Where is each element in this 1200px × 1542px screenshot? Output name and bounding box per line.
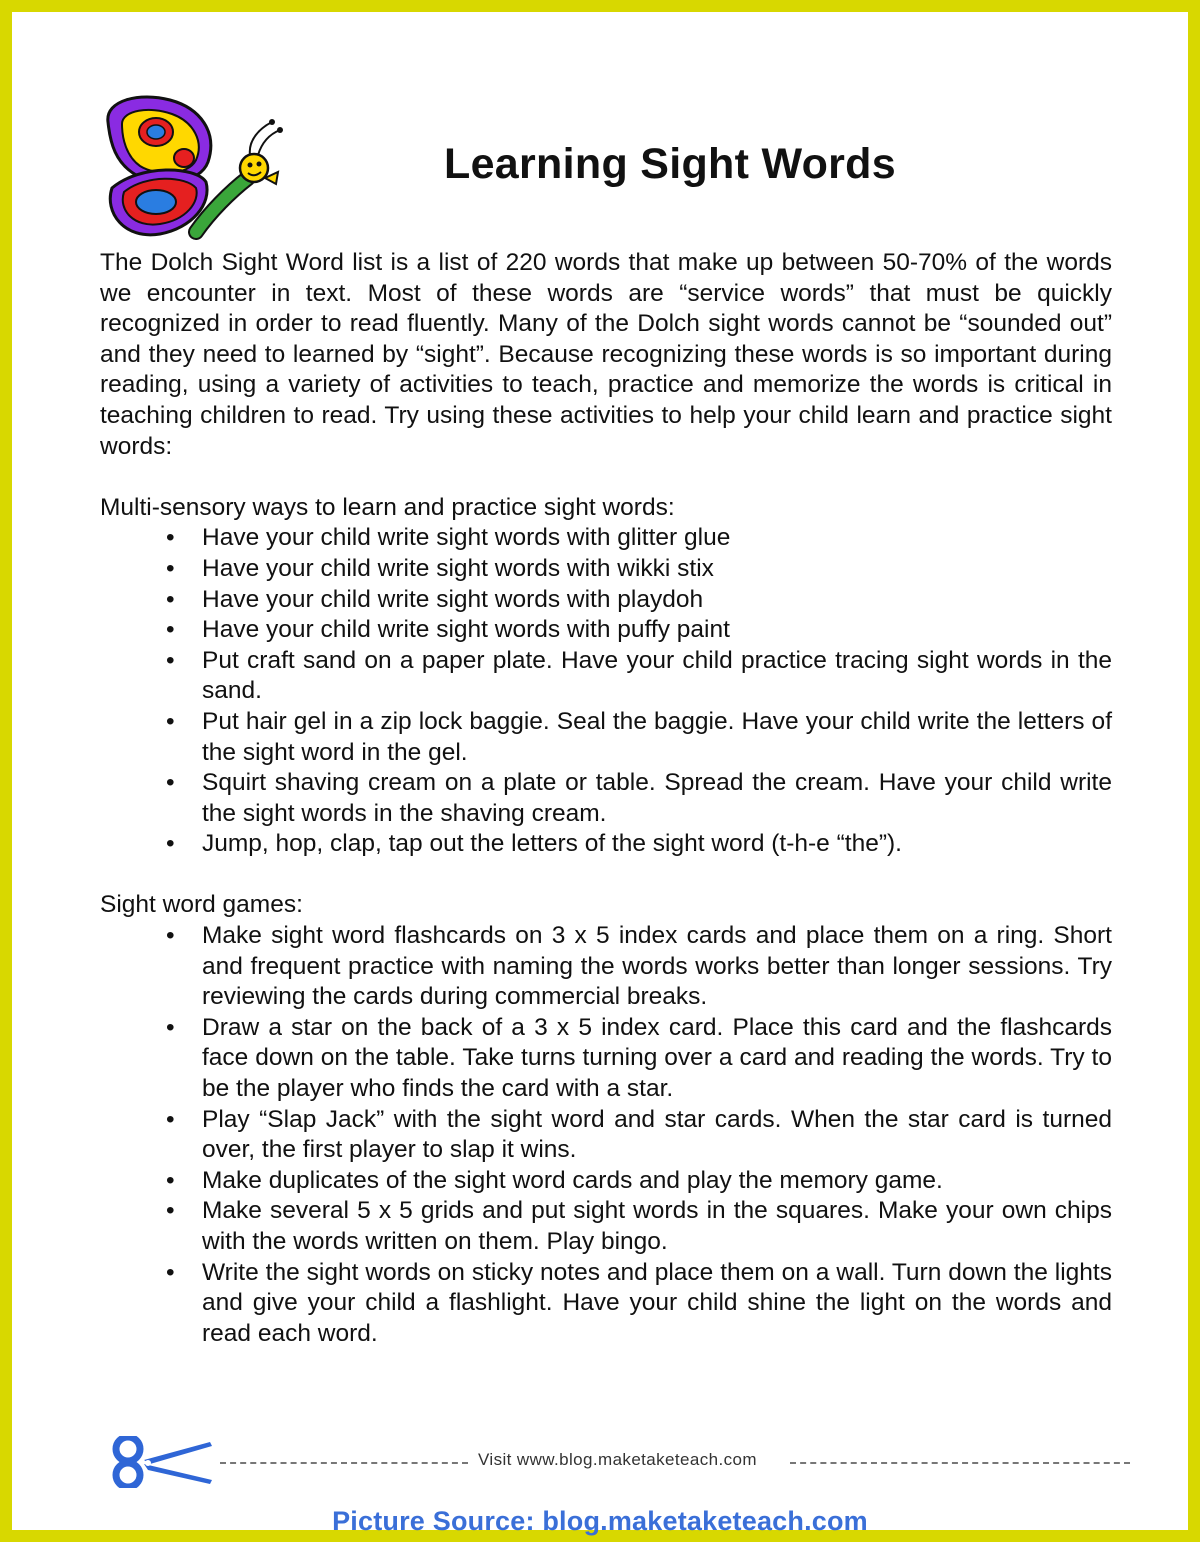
list-item: • Put craft sand on a paper plate. Have your child practice tracing sight words in the sand. <box>166 646 1112 705</box>
bullet-icon: • <box>166 830 175 858</box>
list-item: • Make sight word flashcards on 3 x 5 index cards and place them on a ring. Short and frequent practice with naming the words works better than longer sessions. Try reviewing the cards during commercial breaks. <box>166 922 1112 1011</box>
list-item: • Make several 5 x 5 grids and put sight words in the squares. Make your own chips with the words written on them. Play bingo. <box>166 1197 1112 1255</box>
list-item: • Make duplicates of the sight word cards and play the memory game. <box>202 1166 1112 1197</box>
multisensory-list <box>100 523 1112 860</box>
list-item: • Jump, hop, clap, tap out the letters of the sight word (t-h-e “the”). <box>202 829 1112 860</box>
bullet-icon: • <box>166 769 175 797</box>
bullet-icon: • <box>166 922 175 950</box>
bullet-icon: • <box>166 707 175 735</box>
list-item: • Have your child write sight words with glitter glue <box>202 523 1112 554</box>
cut-line-footer <box>104 1432 1132 1492</box>
bullet-icon: • <box>166 646 175 674</box>
bullet-icon: • <box>166 554 175 582</box>
document-body <box>100 248 1112 1349</box>
list-item: • Draw a star on the back of a 3 x 5 index card. Place this card and the flashcards face down on the table. Take turns turning over a card and reading the words. Try to be the player who finds the card with a star. <box>166 1013 1112 1103</box>
multisensory-heading: Multi-sensory ways to learn and practice sight words: <box>100 493 675 521</box>
bullet-icon: • <box>166 524 175 552</box>
bullet-icon: • <box>166 616 175 644</box>
games-list <box>100 921 1112 1349</box>
picture-source: Picture Source: blog.maketaketeach.com <box>332 1506 868 1536</box>
page-title: Learning Sight Words <box>444 140 896 188</box>
dashed-line-right <box>790 1462 1130 1464</box>
bullet-icon: • <box>166 585 175 613</box>
list-item: • Have your child write sight words with playdoh <box>202 585 1112 616</box>
list-item: • Have your child write sight words with wikki stix <box>202 554 1112 585</box>
list-item: • Write the sight words on sticky notes and place them on a wall. Turn down the lights and give your child a flashlight. Have your child shine the light on the words and read each word. <box>166 1258 1112 1347</box>
visit-text: Visit www.blog.maketaketeach.com <box>478 1450 757 1469</box>
bullet-icon: • <box>166 1013 175 1041</box>
bullet-icon: • <box>166 1258 175 1286</box>
intro-paragraph: The Dolch Sight Word list is a list of 220 words that make up between 50-70% of the words we encounter in text. Most of these words are “service words” that must be quickly recognized in order to read fluently. Many of the Dolch sight words cannot be “sounded out” and they need to learned by “sight”. Because recognizing these words is so important during reading, using a variety of activities to teach, practice and memorize the words is critical in teaching children to read. Try using these activities to help your child learn and practice sight words: <box>100 249 1112 460</box>
list-item: • Put hair gel in a zip lock baggie. Seal the baggie. Have your child write the letters of the sight word in the gel. <box>166 707 1112 766</box>
bullet-icon: • <box>166 1197 175 1225</box>
list-item: • Have your child write sight words with puffy paint <box>202 615 1112 646</box>
bullet-icon: • <box>166 1166 175 1194</box>
bullet-icon: • <box>166 1105 175 1133</box>
list-item: • Play “Slap Jack” with the sight word and star cards. When the star card is turned over, the first player to slap it wins. <box>166 1105 1112 1164</box>
scissors-icon <box>104 1436 214 1488</box>
list-item: • Squirt shaving cream on a plate or table. Spread the cream. Have your child write the sight words in the shaving cream. <box>166 769 1112 827</box>
dashed-line-left <box>220 1462 468 1464</box>
games-heading: Sight word games: <box>100 891 303 919</box>
document-page <box>12 12 1188 1530</box>
